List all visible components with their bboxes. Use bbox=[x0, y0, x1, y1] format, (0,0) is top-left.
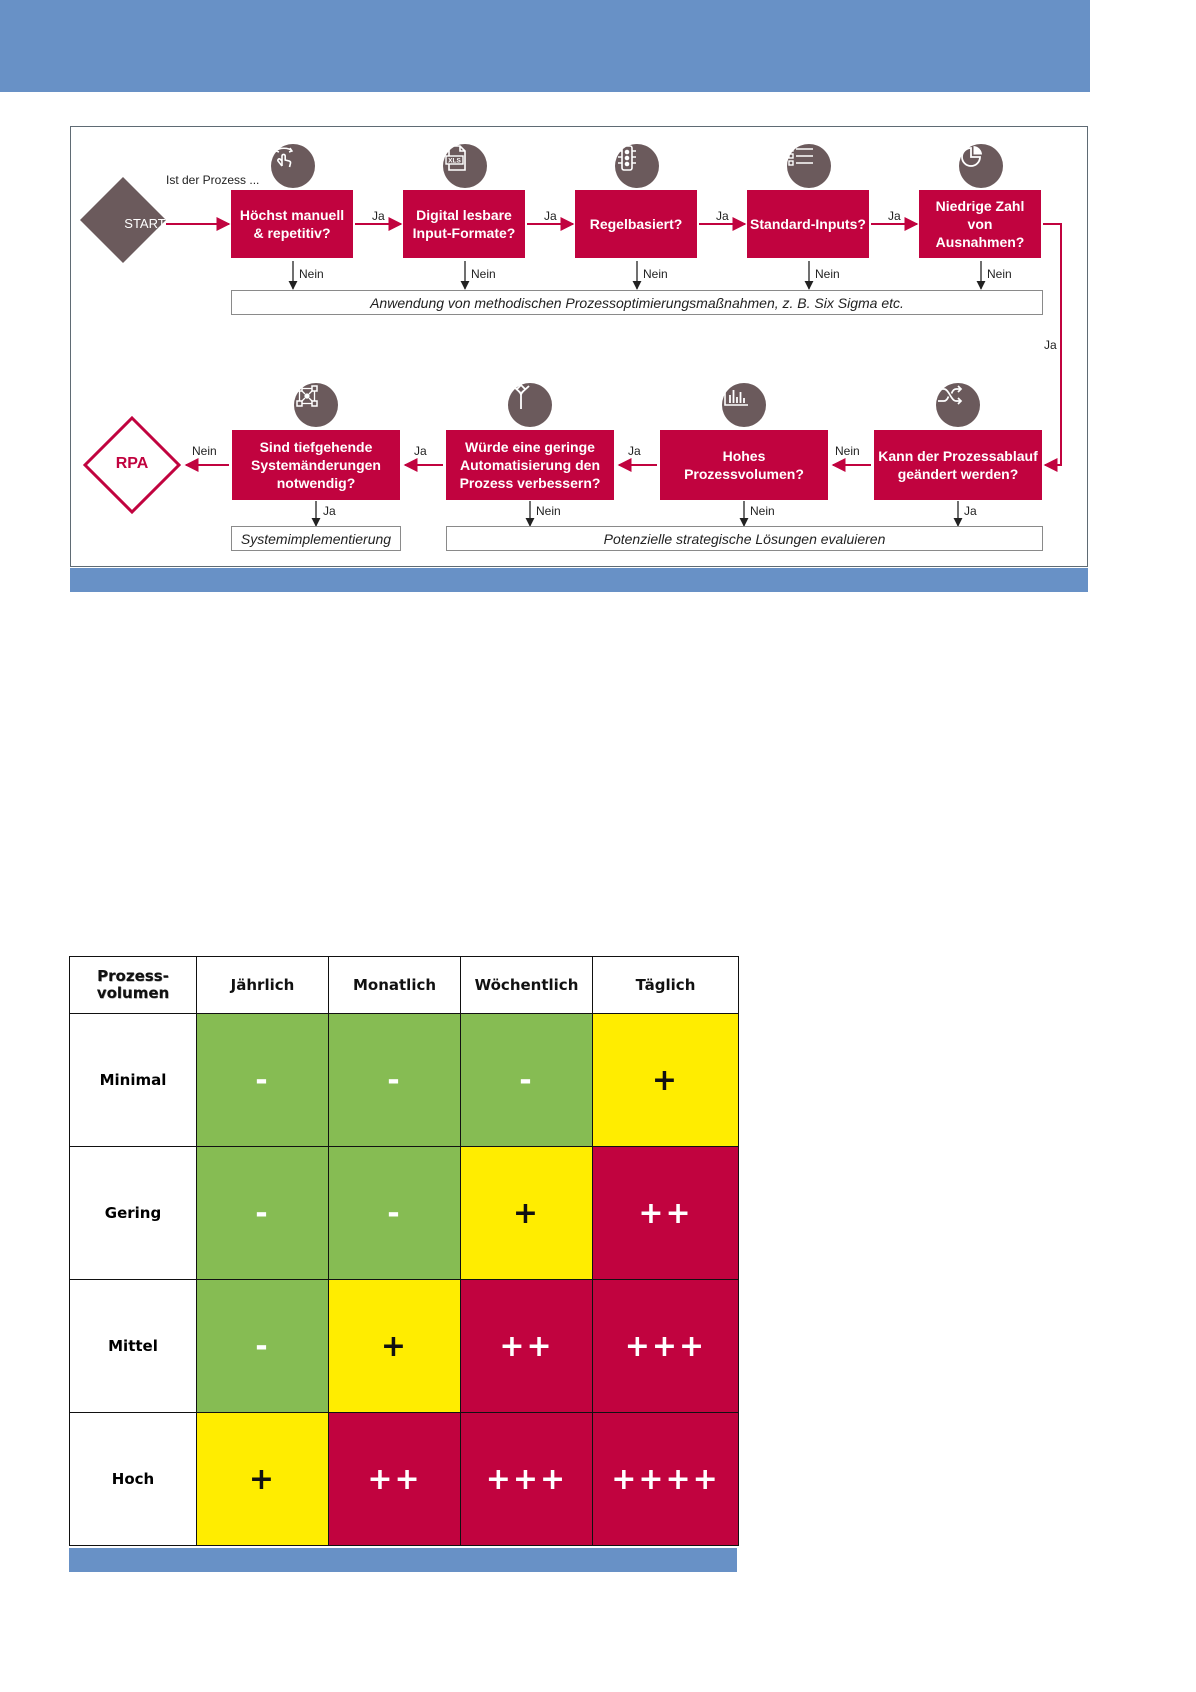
header-band bbox=[0, 0, 1090, 92]
volume-frequency-matrix bbox=[69, 956, 739, 1546]
matrix-cell: ++ bbox=[593, 1147, 739, 1280]
no-label-high-volume: Nein bbox=[750, 504, 775, 518]
matrix-row bbox=[70, 1147, 739, 1280]
matrix-header-row bbox=[70, 957, 739, 1014]
row2-note-left: Systemimplementierung bbox=[231, 526, 401, 551]
matrix-row bbox=[70, 1014, 739, 1147]
svg-text:XLS: XLS bbox=[448, 157, 461, 165]
no-label-1: Nein bbox=[299, 267, 324, 281]
merge-arrow-icon bbox=[508, 383, 552, 427]
matrix-cell: - bbox=[329, 1014, 461, 1147]
column-header: Monatlich bbox=[329, 957, 461, 1014]
intro-label: Ist der Prozess ... bbox=[166, 173, 260, 187]
matrix-cell: + bbox=[461, 1147, 593, 1280]
matrix-row bbox=[70, 1280, 739, 1413]
yes-label-changeable: Ja bbox=[964, 504, 977, 518]
matrix-cell: ++++ bbox=[593, 1413, 739, 1546]
yes-label-2: Ja bbox=[544, 209, 557, 223]
rpa-diamond bbox=[85, 418, 179, 512]
step-digital-inputs: Digital lesbare Input-Formate? bbox=[403, 190, 525, 258]
no-label-rpa: Nein bbox=[192, 444, 217, 458]
column-header: Täglich bbox=[593, 957, 739, 1014]
yes-label-3: Ja bbox=[716, 209, 729, 223]
yes-label-4: Ja bbox=[888, 209, 901, 223]
yes-label-loop: Ja bbox=[1044, 338, 1057, 352]
start-diamond bbox=[80, 177, 166, 263]
yes-label-1: Ja bbox=[372, 209, 385, 223]
row1-note: Anwendung von methodischen Prozessoptimierungsmaßnahmen, z. B. Six Sigma etc. bbox=[231, 290, 1043, 315]
hand-swipe-icon bbox=[271, 144, 315, 188]
row-header: Minimal bbox=[70, 1014, 197, 1147]
row-header: Gering bbox=[70, 1147, 197, 1280]
yes-label-implement: Ja bbox=[323, 504, 336, 518]
matrix-cell: ++ bbox=[461, 1280, 593, 1413]
shuffle-icon bbox=[936, 383, 980, 427]
matrix-cell: +++ bbox=[461, 1413, 593, 1546]
list-icon bbox=[787, 144, 831, 188]
no-label-5: Nein bbox=[987, 267, 1012, 281]
no-label-3: Nein bbox=[643, 267, 668, 281]
matrix-corner-label: Prozess-volumen bbox=[70, 957, 197, 1014]
matrix-cell: - bbox=[197, 1280, 329, 1413]
matrix-row bbox=[70, 1413, 739, 1546]
matrix-cell: - bbox=[461, 1014, 593, 1147]
matrix-cell: ++ bbox=[329, 1413, 461, 1546]
column-header: Jährlich bbox=[197, 957, 329, 1014]
matrix-cell: - bbox=[197, 1014, 329, 1147]
row-header: Mittel bbox=[70, 1280, 197, 1413]
step-rule-based: Regelbasiert? bbox=[575, 190, 697, 258]
matrix-cell: + bbox=[197, 1413, 329, 1546]
row2-note-right: Potenzielle strategische Lösungen evaluieren bbox=[446, 526, 1043, 551]
traffic-light-icon bbox=[615, 144, 659, 188]
step-process-changeable: Kann der Prozessablauf geändert werden? bbox=[874, 430, 1042, 500]
matrix-footer-band bbox=[69, 1548, 737, 1572]
bar-chart-icon bbox=[722, 383, 766, 427]
start-label: START bbox=[124, 216, 166, 231]
step-manual-repetitive: Höchst manuell & repetitiv? bbox=[231, 190, 353, 258]
network-icon bbox=[294, 383, 338, 427]
step-high-volume: Hohes Prozessvolumen? bbox=[660, 430, 828, 500]
matrix-cell: + bbox=[593, 1014, 739, 1147]
matrix-cell: - bbox=[329, 1147, 461, 1280]
rpa-label: RPA bbox=[115, 455, 149, 472]
matrix-cell: +++ bbox=[593, 1280, 739, 1413]
yes-label-system: Ja bbox=[414, 444, 427, 458]
matrix-cell: + bbox=[329, 1280, 461, 1413]
no-label-volume: Nein bbox=[835, 444, 860, 458]
step-standard-inputs: Standard-Inputs? bbox=[747, 190, 869, 258]
xls-file-icon bbox=[443, 144, 487, 188]
step-system-changes: Sind tiefgehende Systemänderungen notwendig? bbox=[232, 430, 400, 500]
row-header: Hoch bbox=[70, 1413, 197, 1546]
no-label-2: Nein bbox=[471, 267, 496, 281]
no-label-4: Nein bbox=[815, 267, 840, 281]
rpa-decision-flowchart bbox=[70, 126, 1088, 567]
step-few-exceptions: Niedrige Zahl von Ausnahmen? bbox=[919, 190, 1041, 258]
pie-chart-icon bbox=[959, 144, 1003, 188]
flowchart-footer-band bbox=[70, 568, 1088, 592]
step-low-automation: Würde eine geringe Automatisierung den Prozess verbessern? bbox=[446, 430, 614, 500]
matrix-cell: - bbox=[197, 1147, 329, 1280]
no-label-improve: Nein bbox=[536, 504, 561, 518]
yes-label-improve: Ja bbox=[628, 444, 641, 458]
column-header: Wöchentlich bbox=[461, 957, 593, 1014]
